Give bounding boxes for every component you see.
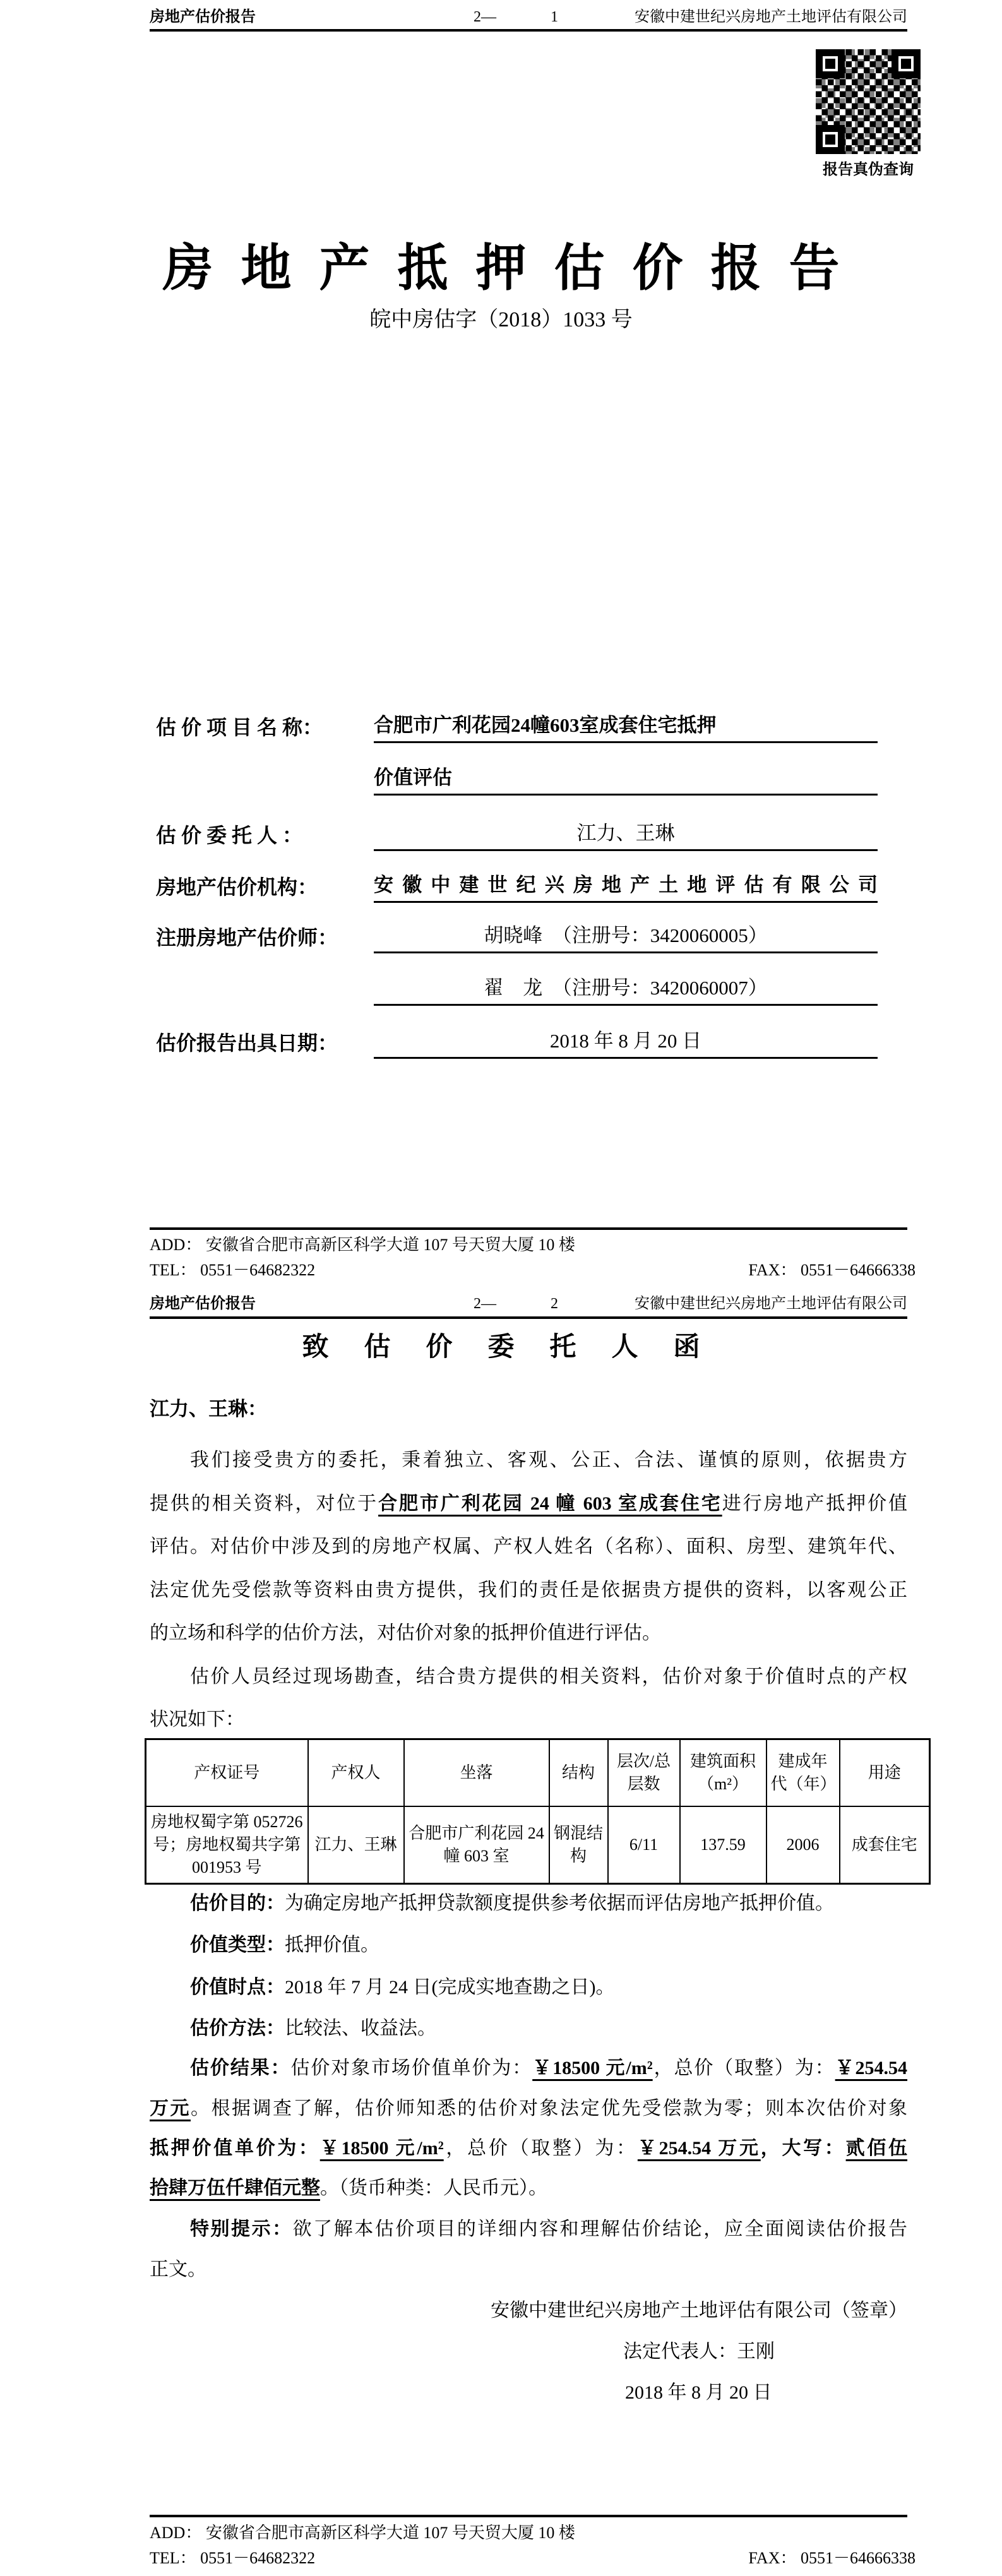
summary-text: ，总价（取整）为： — [652, 2058, 835, 2078]
letter-line-7 — [150, 1707, 907, 1732]
report-title: 房地产抵押估价报告 — [162, 241, 868, 297]
summary-label: 估价方法： — [190, 2018, 285, 2039]
table-cell-structure: 钢混结构 — [549, 1806, 608, 1884]
info-row-agency — [156, 870, 878, 903]
total-price-value: ￥254.54 — [835, 2058, 908, 2078]
qr-finder-dot — [825, 59, 835, 69]
summary-text: 为确定房地产抵押贷款额度提供参考依据而评估房地产抵押价值。 — [285, 1893, 834, 1914]
info-label: 房地产估价机构： — [156, 876, 318, 898]
summary-value-date — [150, 1975, 907, 2000]
summary-special-note-2 — [150, 2257, 907, 2282]
letter-line-6 — [150, 1664, 907, 1690]
report-number: 皖中房估字（2018）1033 号 — [369, 308, 633, 331]
summary-text: ，大写： — [760, 2138, 846, 2159]
summary-text: 2018 年 7 月 24 日(完成实地查勘之日)。 — [285, 1977, 615, 1998]
page1-footer-contacts — [150, 1259, 916, 1282]
info-value: 合肥市广利花园24幢603室成套住宅抵押 — [374, 710, 878, 743]
summary-label: 价值时点： — [190, 1977, 285, 1998]
table-header-cell: 建成年代（年） — [766, 1739, 840, 1807]
info-row-appraiser-1 — [156, 921, 878, 953]
letter-line-2 — [150, 1491, 907, 1517]
letter-text: 的立场和科学的估价方法，对估价对象的抵押价值进行评估。 — [150, 1623, 661, 1643]
summary-method — [150, 2016, 907, 2041]
summary-text: 。根据调查了解，估价师知悉的估价对象法定优先受偿款为零；则本次估价对象 — [191, 2098, 907, 2119]
page2-doc-label: 房地产估价报告 — [150, 1296, 256, 1312]
info-label: 估 价 项 目 名 称： — [156, 716, 323, 739]
info-value: 翟 龙 （注册号：3420060007） — [374, 972, 878, 1006]
table-header-cell: 产权证号 — [146, 1739, 308, 1807]
table-cell-floor: 6/11 — [608, 1806, 680, 1884]
page2-company-header: 安徽中建世纪兴房地产土地评估有限公司 — [635, 1296, 907, 1312]
letter-text: 评估。对估价中涉及到的房地产权属、产权人姓名（名称）、面积、房型、建筑年代、 — [150, 1536, 907, 1557]
qr-finder-dot — [825, 134, 835, 145]
table-header-cell: 建筑面积（m²） — [680, 1739, 766, 1807]
page1-header-rule — [150, 29, 907, 32]
page2-page-number: 2 — [551, 1296, 558, 1312]
info-row-client — [156, 818, 878, 851]
total-price-unit: 万元 — [150, 2098, 191, 2119]
letter-text: 提供的相关资料，对位于 — [150, 1493, 379, 1514]
info-value: 2018 年 8 月 20 日 — [374, 1025, 878, 1059]
page1-footer-address: ADD： 安徽省合肥市高新区科学大道 107 号天贸大厦 10 楼 — [150, 1236, 575, 1254]
page1-footer-fax: FAX： 0551－64666338 — [748, 1261, 916, 1279]
table-header-cell: 产权人 — [308, 1739, 404, 1807]
info-value: 安徽中建世纪兴房地产土地评估有限公司 — [374, 869, 878, 903]
signature-legal-rep: 法定代表人：王刚 — [623, 2341, 775, 2362]
summary-result-line-4 — [150, 2176, 907, 2201]
letter-line-3 — [150, 1534, 907, 1559]
page2-header-rule — [150, 1316, 907, 1319]
letter-text: 状况如下： — [150, 1709, 244, 1730]
summary-purpose — [150, 1891, 907, 1916]
info-row-issue-date — [156, 1026, 878, 1059]
subject-property-name: 合肥市广利花园 24 幢 603 室成套住宅 — [378, 1493, 722, 1514]
page2-footer-address: ADD： 安徽省合肥市高新区科学大道 107 号天贸大厦 10 楼 — [150, 2524, 575, 2542]
info-row-appraiser-2 — [156, 973, 878, 1006]
summary-text: 估价对象市场价值单价为： — [290, 2058, 533, 2078]
table-header-cell: 层次/总层数 — [608, 1739, 680, 1807]
summary-text: 欲了解本估价项目的详细内容和理解估价结论，应全面阅读估价报告 — [292, 2219, 908, 2239]
amount-in-words-cont: 拾肆万伍仟肆佰元整 — [150, 2178, 320, 2198]
summary-label: 估价目的： — [190, 1893, 285, 1914]
letter-line-5 — [150, 1621, 907, 1646]
table-cell-cert-no: 房地权蜀字第 052726 号；房地权蜀共字第 001953 号 — [146, 1806, 308, 1884]
summary-label: 抵押价值单价为： — [150, 2138, 320, 2159]
info-value: 胡晓峰 （注册号：3420060005） — [374, 920, 878, 953]
unit-price-value: ￥18500 元/m² — [532, 2058, 653, 2078]
qr-finder-bottom-left — [816, 125, 845, 154]
summary-text: 比较法、收益法。 — [285, 2018, 436, 2039]
info-label: 估价报告出具日期： — [156, 1032, 338, 1054]
page1-company-header: 安徽中建世纪兴房地产土地评估有限公司 — [635, 9, 907, 25]
table-cell-area: 137.59 — [680, 1806, 766, 1884]
page2-footer-tel: TEL： 0551－64682322 — [150, 2549, 316, 2567]
summary-text: 抵押价值。 — [285, 1935, 379, 1955]
letter-text: 我们接受贵方的委托，秉着独立、客观、公正、合法、谨慎的原则，依据贵方 — [190, 1450, 907, 1470]
qr-code — [816, 49, 921, 154]
mortgage-unit-price: ￥18500 元/m² — [319, 2138, 444, 2159]
page2-footer-contacts — [150, 2547, 916, 2570]
qr-caption: 报告真伪查询 — [823, 162, 914, 178]
summary-label: 特别提示： — [190, 2219, 293, 2239]
page1-page-number: 1 — [551, 9, 558, 25]
page2-footer-fax: FAX： 0551－64666338 — [748, 2549, 916, 2567]
table-cell-use: 成套住宅 — [840, 1806, 930, 1884]
letter-line-4 — [150, 1578, 907, 1603]
summary-text: ，总价（取整）为： — [443, 2138, 638, 2159]
info-value: 江力、王琳 — [374, 818, 878, 851]
qr-finder-top-right — [892, 49, 921, 78]
info-value: 价值评估 — [374, 762, 878, 796]
letter-text: 进行房地产抵押价值 — [722, 1493, 908, 1514]
table-header-cell: 用途 — [840, 1739, 930, 1807]
table-cell-location: 合肥市广利花园 24 幢 603 室 — [404, 1806, 549, 1884]
table-header-cell: 坐落 — [404, 1739, 549, 1807]
summary-value-type — [150, 1933, 907, 1958]
property-rights-table — [145, 1738, 931, 1885]
page2-footer-rule — [150, 2515, 907, 2517]
amount-in-words: 贰佰伍 — [845, 2138, 908, 2159]
table-header-row — [146, 1739, 930, 1807]
qr-finder-top-left — [816, 49, 845, 78]
letter-salutation: 江力、王琳： — [150, 1398, 267, 1420]
table-cell-year: 2006 — [766, 1806, 840, 1884]
summary-text: 。（货币种类：人民币元）。 — [320, 2178, 547, 2198]
summary-text: 正文。 — [150, 2259, 206, 2280]
page1-footer-rule — [150, 1227, 907, 1230]
table-cell-owner: 江力、王琳 — [308, 1806, 404, 1884]
page1-footer-tel: TEL： 0551－64682322 — [150, 1261, 316, 1279]
summary-result-line-2 — [150, 2096, 907, 2121]
letter-line-1 — [150, 1448, 907, 1473]
summary-label: 估价结果： — [190, 2058, 291, 2078]
page2-pages-total: 2— — [474, 1296, 496, 1312]
info-label: 注册房地产估价师： — [156, 926, 338, 949]
qr-finder-dot — [901, 59, 911, 69]
letter-title: 致估价委托人函 — [302, 1333, 736, 1362]
mortgage-total-price: ￥254.54 万元 — [637, 2138, 761, 2159]
letter-text: 估价人员经过现场勘查，结合贵方提供的相关资料，估价对象于价值时点的产权 — [190, 1666, 907, 1687]
info-label: 估 价 委 托 人 ： — [156, 824, 303, 847]
table-row — [146, 1806, 930, 1884]
signature-company: 安徽中建世纪兴房地产土地评估有限公司（签章） — [491, 2300, 907, 2321]
info-row-project-name-cont — [156, 763, 878, 796]
page1-doc-label: 房地产估价报告 — [150, 9, 256, 25]
summary-result-line-1 — [150, 2056, 907, 2081]
page1-pages-total: 2— — [474, 9, 496, 25]
letter-text: 法定优先受偿款等资料由贵方提供，我们的责任是依据贵方提供的资料，以客观公正 — [150, 1580, 907, 1601]
table-header-cell: 结构 — [549, 1739, 608, 1807]
signature-date: 2018 年 8 月 20 日 — [625, 2382, 772, 2403]
summary-result-line-3 — [150, 2136, 907, 2161]
summary-label: 价值类型： — [190, 1935, 285, 1955]
info-row-project-name — [156, 710, 878, 743]
summary-special-note-1 — [150, 2217, 907, 2242]
